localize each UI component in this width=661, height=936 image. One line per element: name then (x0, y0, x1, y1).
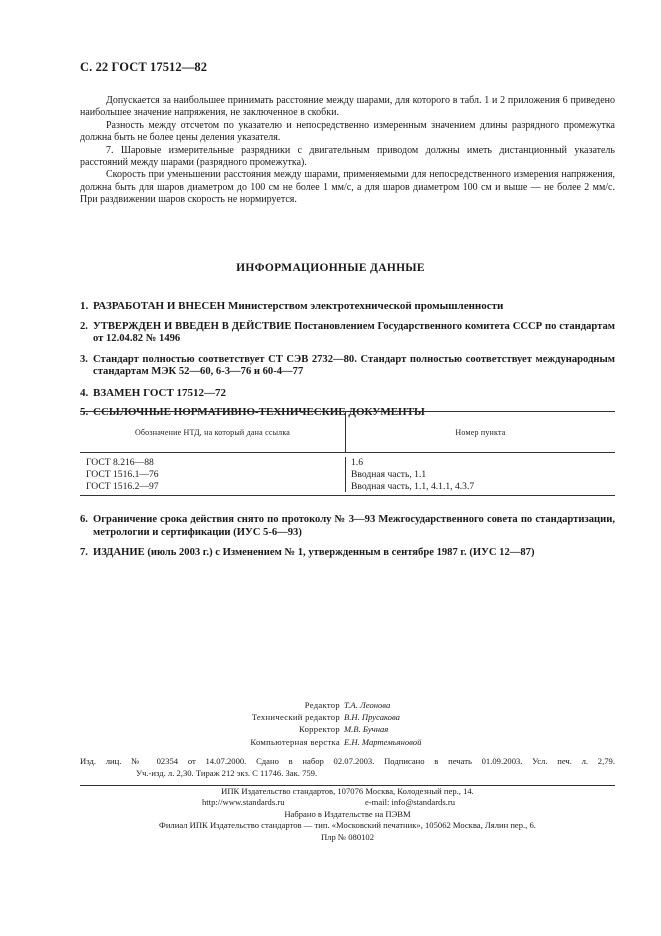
intro-paragraph: Скорость при уменьшении расстояния между шарами, применяемыми для непосредственного измерения напряжения, должна быть для шаров диаметром до 100 см не более 1 мм/с, а для шаров диаметром 100 см и выше — не более 2 мм/с. При раздвижении шаров скорость не нормируется. (80, 169, 615, 206)
table-header-row (80, 412, 615, 453)
plr-number: Плр № 080102 (320, 831, 375, 842)
credit-role: Компьютерная верстка (250, 736, 340, 747)
typeset-note: Набрано в Издательстве на ПЭВМ (284, 808, 411, 819)
publisher-address: ИПК Издательство стандартов, 107076 Москва, Колодезный пер., 14. (221, 786, 474, 796)
info-item-number: 2. (80, 320, 88, 332)
credit-row (0, 711, 661, 723)
table-cell-clause: Вводная часть, 1.1, 4.1.1, 4.3.7 (351, 480, 475, 492)
info-item-number: 7. (80, 547, 88, 559)
info-item-text: Стандарт полностью соответствует СТ СЭВ 2732—80. Стандарт полностью соответствует международным стандартам МЭК 52—60, 6-3—76 и 60-4—77 (93, 353, 615, 378)
info-item-text: ВЗАМЕН ГОСТ 17512—72 (93, 386, 227, 399)
table-header-cell: Обозначение НТД, на который дана ссылка (80, 412, 346, 452)
table-cell-doc: ГОСТ 1516.2—97 (86, 480, 159, 492)
credit-name: М.В. Бучная (344, 724, 389, 735)
credit-role: Технический редактор (251, 712, 340, 723)
table-cell-doc: ГОСТ 8.216—88 (86, 457, 154, 468)
info-item (80, 300, 615, 313)
table-cell-doc: ГОСТ 1516.1—76 (86, 468, 159, 480)
table-cell-clause: Вводная часть, 1.1 (351, 468, 427, 480)
info-items (80, 300, 615, 426)
credit-role: Редактор (304, 700, 340, 710)
credit-name: В.Н. Прусакова (344, 712, 400, 723)
page-header: С. 22 ГОСТ 17512—82 (80, 60, 208, 74)
editorial-credits (0, 699, 661, 748)
info-item (80, 547, 615, 560)
info-item-number: 1. (80, 300, 89, 312)
intro-paragraph: Допускается за наибольшее принимать расстояние между шарами, для которого в табл. 1 и 2 приложения 6 приведено наибольшее значение напряжения, не заключенное в скобки. (80, 95, 615, 119)
credit-name: Т.А. Леонова (344, 700, 391, 710)
info-item-text: Ограничение срока действия снято по протоколу № 3—93 Межгосударственного совета по стандартизации, метрологии и сертификации (ИУС 5-6—93) (93, 514, 615, 538)
info-item (80, 321, 615, 346)
publishing-line: Уч.-изд. л. 2,30. Тираж 212 экз. С 11746. Зак. 759. (136, 767, 318, 778)
info-item-number: 6. (80, 514, 88, 525)
ntd-reference-table (80, 411, 615, 496)
credit-row (0, 736, 661, 748)
credit-role: Корректор (298, 724, 340, 735)
intro-text (80, 95, 615, 207)
info-items-after (80, 514, 615, 568)
info-item-text: ИЗДАНИЕ (июль 2003 г.) с Изменением № 1, утвержденным в сентябре 1987 г. (ИУС 12—87) (93, 547, 535, 559)
info-item (80, 514, 615, 539)
info-item-number: 4. (80, 386, 89, 399)
info-item-number: 5. (80, 405, 89, 418)
credit-row (0, 699, 661, 711)
publishing-line: Изд. лиц. № 02354 от 14.07.2000. Сдано в набор 02.07.2003. Подписано в печать 01.09.2003. Усл. печ. л. 2,79. (80, 756, 615, 766)
printing-branch: Филиал ИПК Издательство стандартов — тип. «Московский печатник», 105062 Москва, Лялин пер., 6. (159, 820, 536, 831)
email-link[interactable]: e-mail: info@standards.ru (365, 797, 456, 808)
table-cell-clause: 1.6 (351, 457, 363, 468)
table-body (80, 453, 615, 495)
press-imprint (80, 786, 615, 843)
intro-paragraph: 7. Шаровые измерительные разрядники с двигательным приводом должны иметь дистанционный указатель расстояний между шарами (разрядного промежутка). (80, 144, 615, 169)
credit-row (0, 723, 661, 735)
info-section-title: ИНФОРМАЦИОННЫЕ ДАННЫЕ (236, 262, 425, 274)
publisher-contacts (80, 797, 615, 808)
publishing-details (80, 756, 615, 790)
website-link[interactable]: http://www.standards.ru (202, 797, 285, 808)
info-item-text: ССЫЛОЧНЫЕ НОРМАТИВНО-ТЕХНИЧЕСКИЕ ДОКУМЕНТЫ (93, 405, 425, 418)
table-column-clauses (346, 457, 615, 492)
info-item-number: 3. (80, 353, 88, 365)
info-item (80, 387, 615, 400)
credit-name: Е.Н. Мартемьяновой (344, 736, 422, 747)
info-item-text: РАЗРАБОТАН И ВНЕСЕН Министерством электротехнической промышленности (93, 300, 504, 312)
info-item (80, 354, 615, 379)
intro-paragraph: Разность между отсчетом по указателю и непосредственно измеренным значением длины разрядного промежутка должна быть не более цены деления указателя. (80, 119, 615, 144)
table-column-docs (80, 457, 346, 492)
table-header-cell: Номер пункта (455, 427, 506, 437)
info-item-text: УТВЕРЖДЕН И ВВЕДЕН В ДЕЙСТВИЕ Постановлением Государственного комитета СССР по стандартам от 12.04.82 № 1496 (93, 320, 615, 345)
